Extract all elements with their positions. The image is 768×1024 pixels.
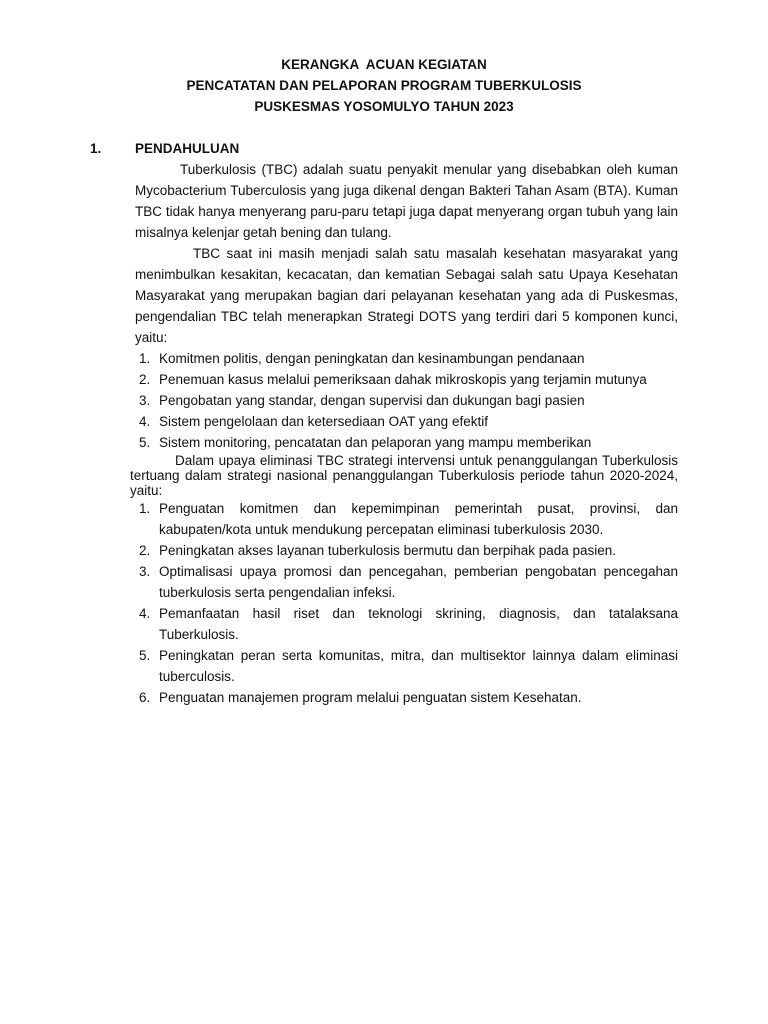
title-line-3: PUSKESMAS YOSOMULYO TAHUN 2023 bbox=[254, 99, 514, 114]
list-number: 2. bbox=[139, 372, 151, 387]
dots-component-list bbox=[135, 348, 678, 453]
list-number: 4. bbox=[139, 414, 151, 429]
list-item bbox=[135, 687, 678, 708]
list-item bbox=[135, 645, 678, 687]
list-text: Pengobatan yang standar, dengan supervisi dan dukungan bagi pasien bbox=[159, 393, 585, 408]
document-title-block bbox=[0, 54, 768, 117]
list-text: Peningkatan peran serta komunitas, mitra, dan multisektor lainnya dalam eliminasi tuberculosis. bbox=[159, 648, 678, 684]
list-item bbox=[135, 432, 678, 453]
list-item bbox=[135, 369, 678, 390]
list-text: Peningkatan akses layanan tuberkulosis bermutu dan berpihak pada pasien. bbox=[159, 543, 617, 558]
paragraph-elimination-strategy: Dalam upaya eliminasi TBC strategi intervensi untuk penanggulangan Tuberkulosis tertuang dalam strategi nasional penanggulangan Tuberkulosis periode tahun 2020-2024, yaitu: bbox=[130, 453, 678, 498]
list-text: Penemuan kasus melalui pemeriksaan dahak mikroskopis yang terjamin mutunya bbox=[159, 372, 647, 387]
list-number: 2. bbox=[139, 543, 151, 558]
list-text: Penguatan komitmen dan kepemimpinan pemerintah pusat, provinsi, dan kabupaten/kota untuk mendukung percepatan eliminasi tuberkulosis 2030. bbox=[159, 501, 678, 537]
list-item bbox=[135, 390, 678, 411]
title-line-1: KERANGKA ACUAN KEGIATAN bbox=[281, 57, 487, 72]
paragraph-dots-intro: TBC saat ini masih menjadi salah satu masalah kesehatan masyarakat yang menimbulkan kesakitan, kecacatan, dan kematian Sebagai salah satu Upaya Kesehatan Masyarakat yang merupakan bagian dari pelayanan kesehatan yang ada di Puskesmas, pengendalian TBC telah menerapkan Strategi DOTS yang terdiri dari 5 komponen kunci, yaitu: bbox=[135, 246, 678, 345]
list-text: Sistem pengelolaan dan ketersediaan OAT yang efektif bbox=[159, 414, 488, 429]
section-body bbox=[135, 159, 678, 453]
strategy-list-wrapper bbox=[135, 498, 678, 708]
section-heading bbox=[90, 138, 680, 159]
strategy-list bbox=[135, 498, 678, 708]
list-number: 3. bbox=[139, 393, 151, 408]
list-text: Komitmen politis, dengan peningkatan dan kesinambungan pendanaan bbox=[159, 351, 585, 366]
list-number: 6. bbox=[139, 690, 151, 705]
list-item bbox=[135, 603, 678, 645]
list-item bbox=[135, 498, 678, 540]
list-number: 1. bbox=[139, 351, 151, 366]
list-number: 1. bbox=[139, 501, 151, 516]
list-item bbox=[135, 411, 678, 432]
list-number: 3. bbox=[139, 564, 151, 579]
list-text: Sistem monitoring, pencatatan dan pelaporan yang mampu memberikan bbox=[159, 435, 592, 450]
list-item bbox=[135, 348, 678, 369]
section-title: PENDAHULUAN bbox=[135, 141, 240, 156]
list-number: 4. bbox=[139, 606, 151, 621]
section-number: 1. bbox=[90, 141, 102, 156]
list-text: Penguatan manajemen program melalui penguatan sistem Kesehatan. bbox=[159, 690, 582, 705]
list-item bbox=[135, 561, 678, 603]
list-number: 5. bbox=[139, 435, 151, 450]
paragraph-tbc-definition: Tuberkulosis (TBC) adalah suatu penyakit menular yang disebabkan oleh kuman Mycobacterium Tuberculosis yang juga dikenal dengan Bakteri Tahan Asam (BTA). Kuman TBC tidak hanya menyerang paru-paru tetapi juga dapat menyerang organ tubuh yang lain misalnya kelenjar getah bening dan tulang. bbox=[135, 162, 678, 240]
section-pendahuluan bbox=[90, 138, 680, 708]
list-number: 5. bbox=[139, 648, 151, 663]
list-text: Optimalisasi upaya promosi dan pencegahan, pemberian pengobatan pencegahan tuberkulosis serta pengendalian infeksi. bbox=[159, 564, 678, 600]
list-item bbox=[135, 540, 678, 561]
title-line-2: PENCATATAN DAN PELAPORAN PROGRAM TUBERKULOSIS bbox=[186, 78, 582, 93]
list-text: Pemanfaatan hasil riset dan teknologi skrining, diagnosis, dan tatalaksana Tuberkulosis. bbox=[159, 606, 678, 642]
